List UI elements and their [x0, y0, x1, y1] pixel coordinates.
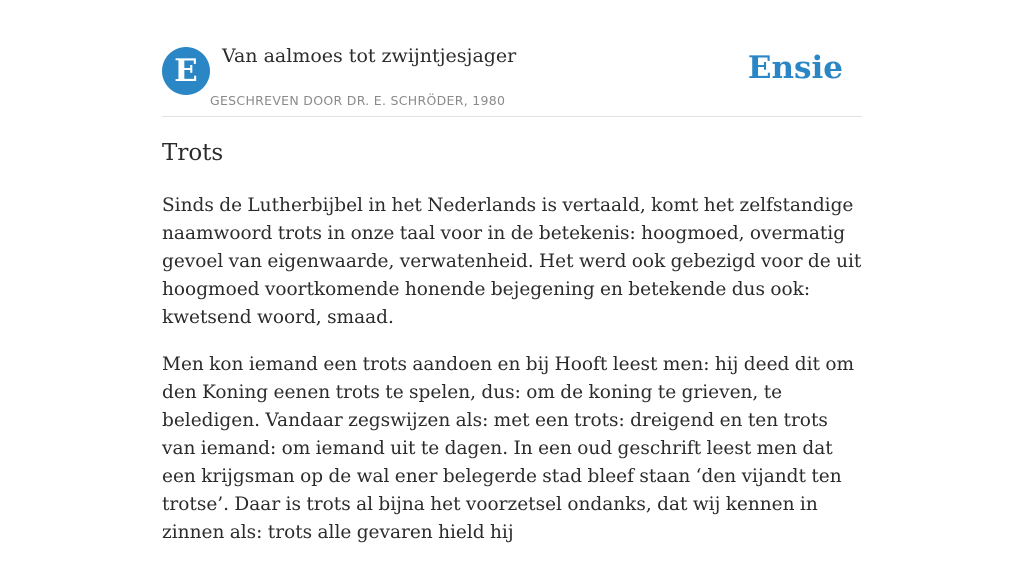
- byline: GESCHREVEN DOOR DR. E. SCHRÖDER, 1980: [210, 93, 506, 108]
- entry-title: Trots: [162, 140, 224, 166]
- page: [162, 0, 862, 543]
- brand-logo[interactable]: Ensie: [747, 50, 843, 86]
- article-body: [162, 192, 862, 566]
- book-title[interactable]: Van aalmoes tot zwijntjesjager: [222, 45, 517, 67]
- ensie-logo-icon[interactable]: E: [162, 47, 210, 95]
- paragraph: Sinds de Lutherbijbel in het Nederlands is vertaald, komt het zelfstandige naamwoord trots in onze taal voor in de betekenis: hoogmoed, overmatig gevoel van eigenwaarde, verwatenheid. Het werd ook gebezigd voor de uit hoogmoed voortkomende honende bejegening en betekende dus ook: kwetsend woord, smaad.: [162, 195, 862, 328]
- header: [162, 0, 862, 117]
- paragraph: Men kon iemand een trots aandoen en bij Hooft leest men: hij deed dit om den Koning eenen trots te spelen, dus: om de koning te grieven, te beledigen. Vandaar zegswijzen als: met een trots: dreigend en ten trots van iemand: om iemand uit te dagen. In een oud geschrift leest men dat een krijgsman op de wal ener belegerde stad bleef staan ‘den vijandt ten trotse’. Daar is trots al bijna het voorzetsel ondanks, dat wij kennen in zinnen als: trots alle gevaren hield hij: [162, 354, 855, 543]
